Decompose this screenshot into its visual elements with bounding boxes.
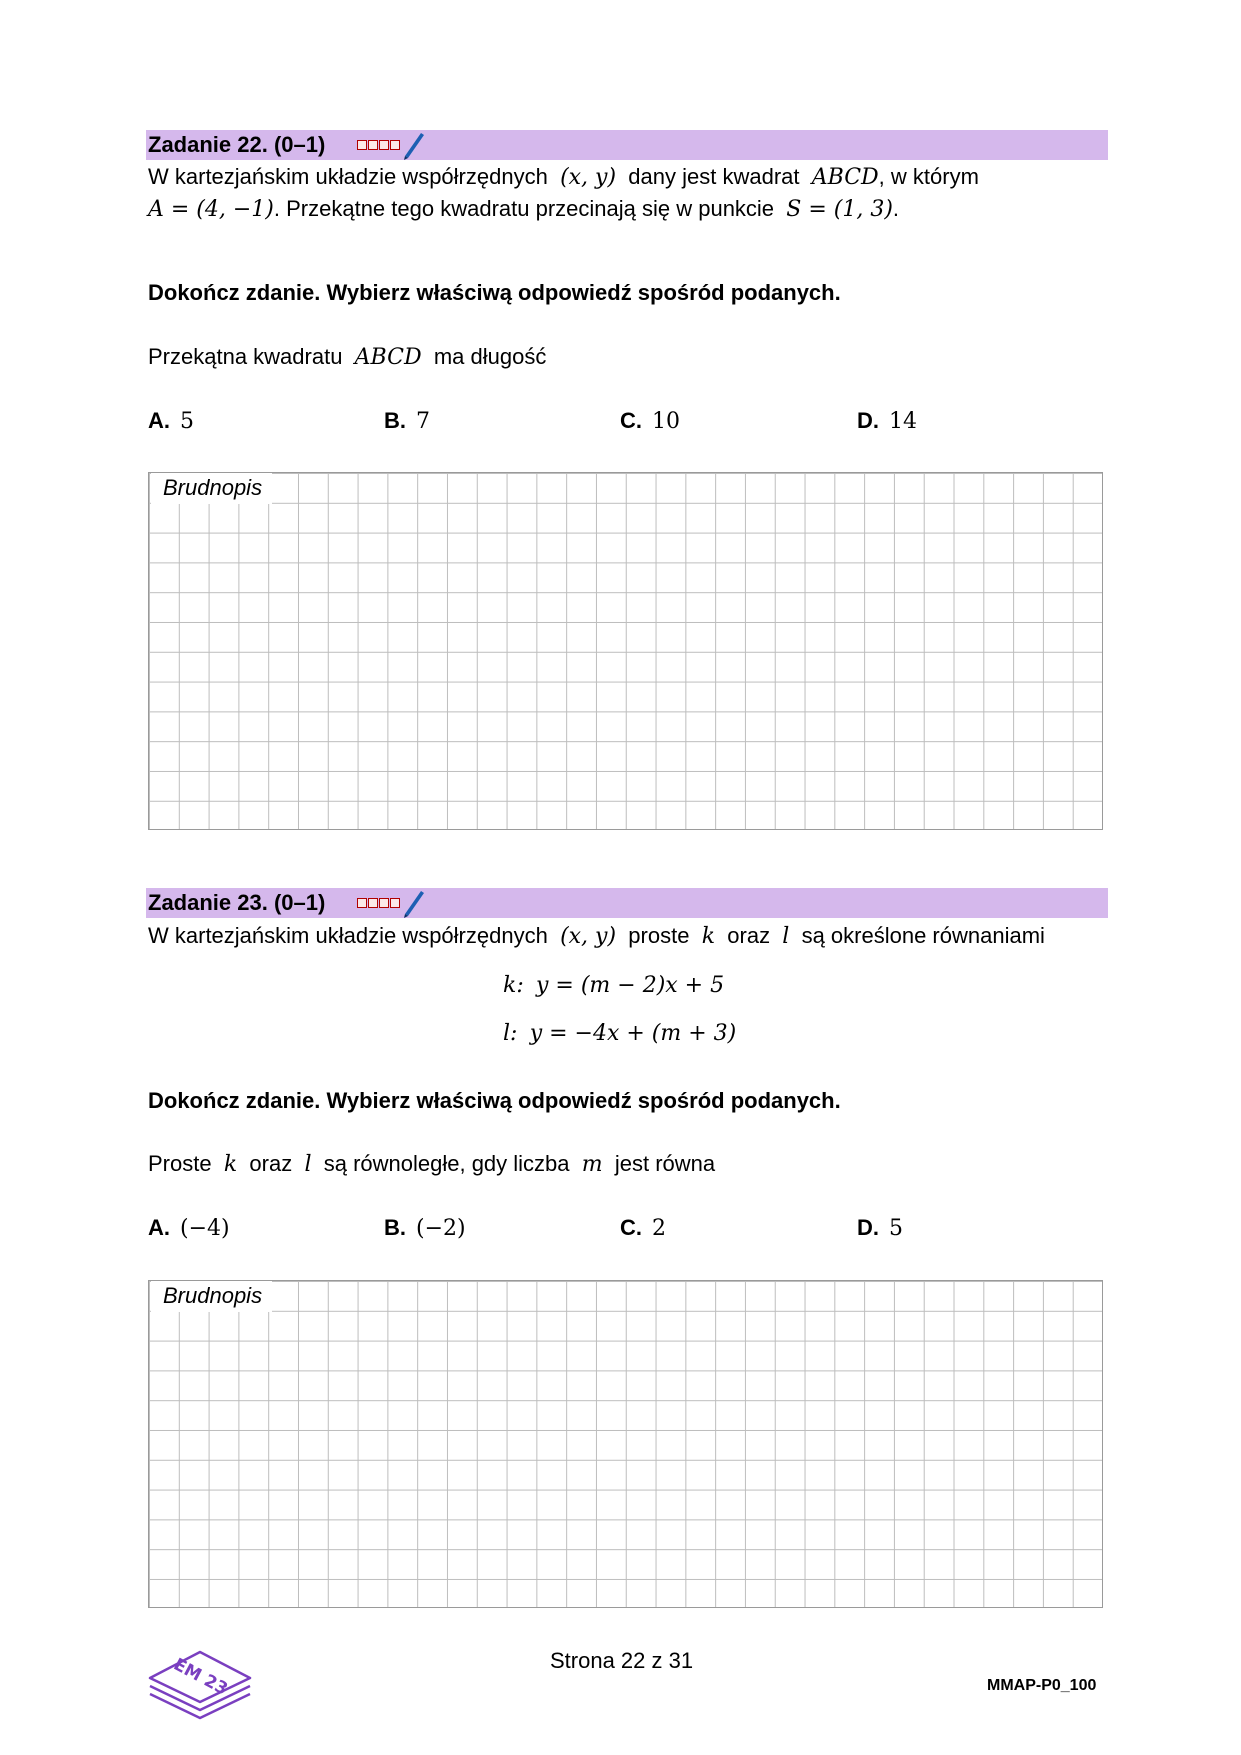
scratchpad-label: Brudnopis <box>151 473 272 504</box>
task22-option-a[interactable]: A. 5 <box>148 408 194 434</box>
task22-title: Zadanie 22. (0–1) <box>148 132 326 157</box>
task23-title: Zadanie 23. (0–1) <box>148 890 326 915</box>
task23-option-d[interactable]: D. 5 <box>857 1215 903 1241</box>
task22-line2: A = (4, −1). Przekątne tego kwadratu przecinają się w punkcie S = (1, 3). <box>148 196 900 222</box>
task-boxes-icon <box>357 140 401 150</box>
task23-equation-k: k: y = (m − 2)x + 5 <box>503 973 725 998</box>
task22-option-d[interactable]: D. 14 <box>857 408 917 434</box>
task23-stem: Proste k oraz l są równoległe, gdy liczba m jest równa <box>148 1151 716 1177</box>
page-number: Strona 22 z 31 <box>550 1648 694 1673</box>
task23-option-b[interactable]: B. (−2) <box>384 1215 466 1241</box>
task23-scratchpad[interactable] <box>148 1280 1103 1608</box>
scratchpad-label: Brudnopis <box>151 1281 272 1312</box>
task22-instruction: Dokończ zdanie. Wybierz właściwą odpowiedź spośród podanych. <box>148 280 841 305</box>
task23-option-c[interactable]: C. 2 <box>620 1215 666 1241</box>
task22-option-b[interactable]: B. 7 <box>384 408 430 434</box>
pen-icon <box>401 888 427 918</box>
task-boxes-icon <box>357 898 401 908</box>
task23-option-a[interactable]: A. (−4) <box>148 1215 230 1241</box>
document-code: MMAP-P0_100 <box>987 1677 1097 1694</box>
task22-header <box>146 130 1108 160</box>
task22-stem: Przekątna kwadratu ABCD ma długość <box>148 344 547 370</box>
pen-icon <box>401 130 427 160</box>
task23-header <box>146 888 1108 918</box>
task22-line1: W kartezjańskim układzie współrzędnych (x, y) dany jest kwadrat ABCD, w którym <box>148 164 979 190</box>
task22-scratchpad[interactable] <box>148 472 1103 830</box>
task23-instruction: Dokończ zdanie. Wybierz właściwą odpowiedź spośród podanych. <box>148 1088 841 1113</box>
logo-icon <box>148 1642 252 1720</box>
task23-line1: W kartezjańskim układzie współrzędnych (x, y) proste k oraz l są określone równaniami <box>148 923 1045 949</box>
logo-text: EM 23 <box>170 1654 231 1700</box>
task23-equation-l: l: y = −4x + (m + 3) <box>503 1021 737 1046</box>
task22-option-c[interactable]: C. 10 <box>620 408 680 434</box>
